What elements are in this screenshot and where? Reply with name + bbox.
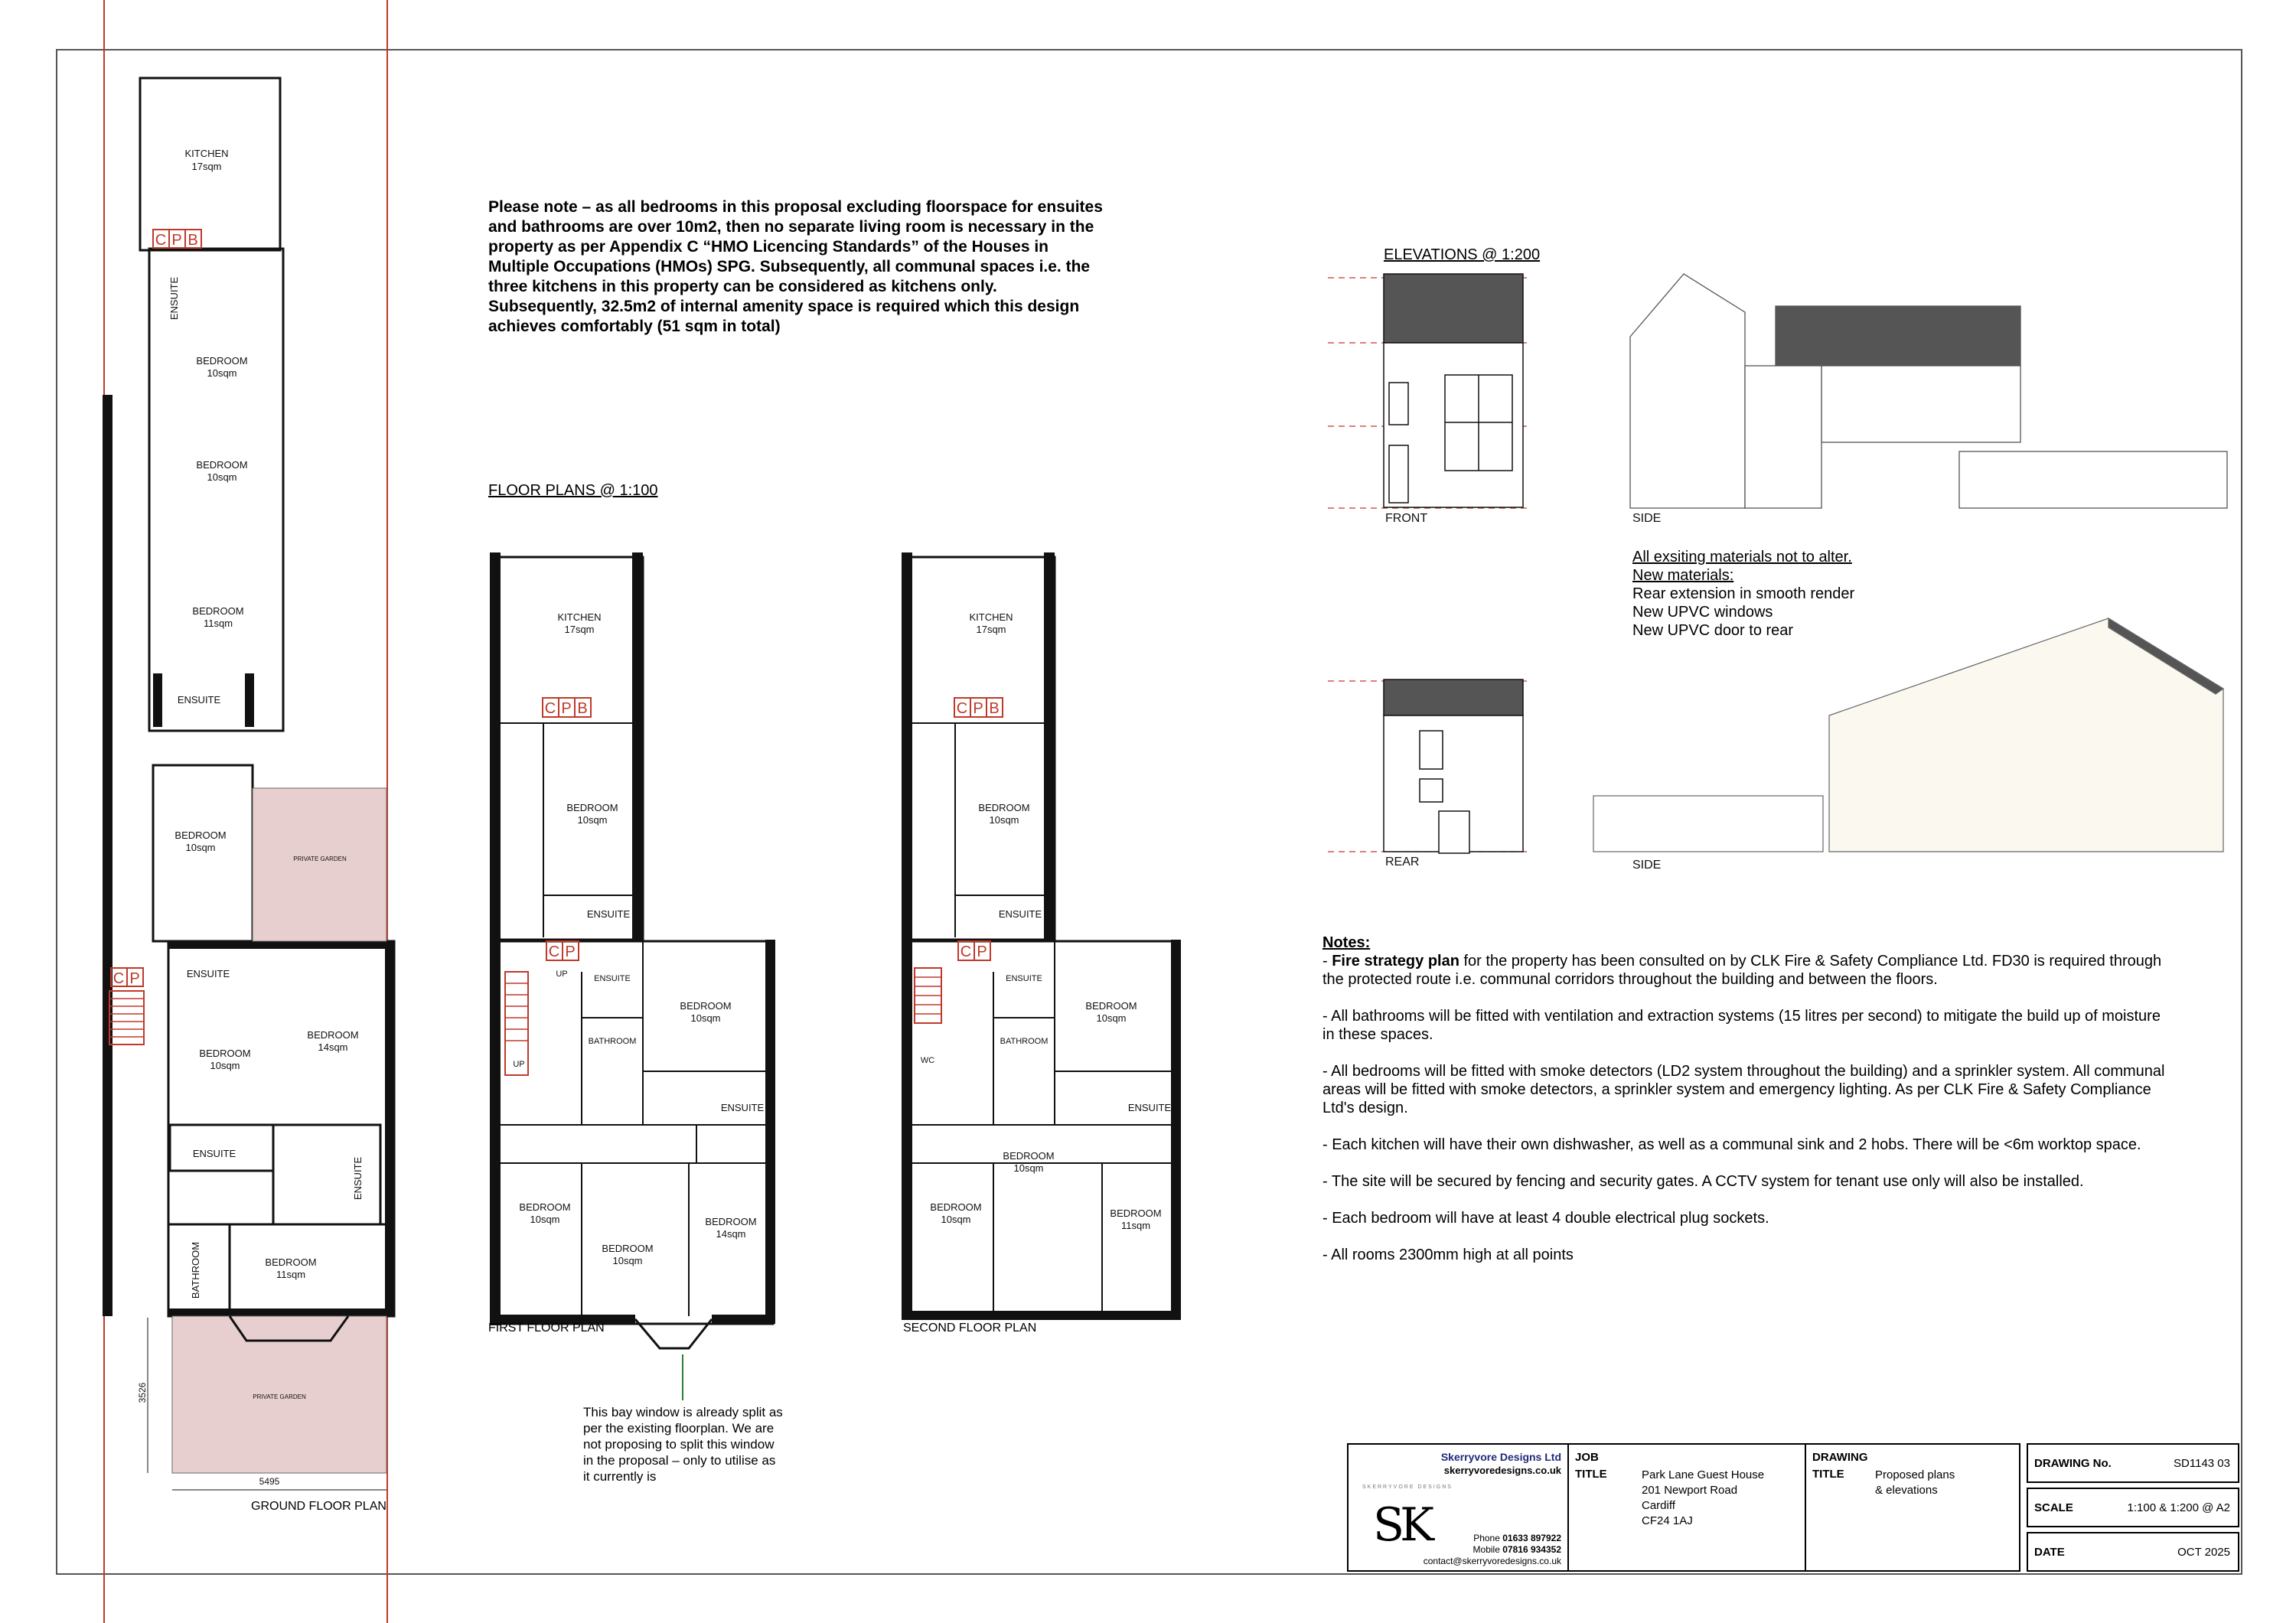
svg-text:ENSUITE: ENSUITE (186, 968, 230, 979)
svg-text:SIDE: SIDE (1632, 512, 1662, 525)
svg-text:14sqm: 14sqm (716, 1228, 746, 1240)
svg-text:10sqm: 10sqm (207, 367, 237, 379)
svg-text:ENSUITE: ENSUITE (1006, 974, 1042, 983)
ground-floor-plan (96, 61, 409, 1530)
titleblock-drawing-no: DRAWING No. SD1143 03 (2027, 1443, 2239, 1483)
svg-text:WC: WC (920, 1056, 935, 1065)
ground-floor-plan-title: GROUND FLOOR PLAN (251, 1500, 386, 1513)
label-bedroom: BEDROOM (602, 1243, 654, 1254)
svg-text:P: P (977, 943, 987, 960)
front-elevation (1384, 274, 1523, 507)
note-item: - All rooms 2300mm high at all points (1322, 1247, 1574, 1263)
svg-text:BATHROOM: BATHROOM (190, 1241, 201, 1299)
note-item: - All bedrooms will be fitted with smoke detectors (LD2 system throughout the building) and a sprinkler system. All communal areas will be fitted with smoke detectors, a sprinkler system and emergency lighting. As per CLK Fire & Safety Compliance Ltd's design. (1322, 1063, 2165, 1116)
svg-text:11sqm: 11sqm (276, 1269, 306, 1280)
svg-text:17sqm: 17sqm (976, 624, 1006, 635)
label-bedroom: BEDROOM (265, 1256, 317, 1268)
svg-text:ENSUITE: ENSUITE (177, 694, 221, 706)
intro-note: Please note – as all bedrooms in this proposal excluding floorspace for ensuites and bathrooms are over 10m2, then no separate living room is necessary in the property as per Appendix C “HMO Licencing Standards” of the Houses in Multiple Occupations (HMOs) SPG. Subsequently, all communal spaces i.e. the three kitchens in this property can be considered as kitchens only. Subsequently, 32.5m2 of internal amenity space is required which this design achieves comfortably (51 sqm in total) (488, 198, 1103, 335)
first-floor-plan-title: FIRST FLOOR PLAN (488, 1322, 605, 1335)
label-kitchen: KITCHEN (557, 611, 602, 623)
svg-text:BATHROOM: BATHROOM (1000, 1037, 1049, 1046)
svg-text:10sqm: 10sqm (612, 1255, 643, 1266)
svg-text:C: C (113, 970, 125, 987)
svg-text:11sqm: 11sqm (1120, 1220, 1151, 1231)
svg-text:ENSUITE: ENSUITE (192, 1148, 236, 1159)
titleblock-company (1347, 1443, 1569, 1572)
note-item: - All bathrooms will be fitted with ventilation and extraction systems (15 litres per second) to mitigate the build up of moisture in these spaces. (1322, 1008, 2161, 1043)
company-contact: Phone 01633 897922 Mobile 07816 934352 contact@skerryvoredesigns.co.uk (1423, 1533, 1561, 1566)
svg-text:P: P (171, 232, 182, 249)
svg-text:B: B (989, 700, 1000, 717)
svg-text:10sqm: 10sqm (941, 1214, 971, 1225)
label-bedroom: BEDROOM (519, 1201, 571, 1213)
note-item: - The site will be secured by fencing and security gates. A CCTV system for tenant use only will also be installed. (1322, 1173, 2084, 1190)
side-elevation-1 (1630, 274, 2227, 508)
note-item: - Fire strategy plan for the property has been consulted on by CLK Fire & Safety Compliance Ltd. FD30 is required through the protected route i.e. communal corridors throughout the building and between the floors. (1322, 953, 2162, 988)
svg-text:C: C (956, 700, 968, 717)
svg-text:C: C (548, 943, 560, 960)
svg-text:C: C (155, 232, 167, 249)
second-floor-plan (895, 551, 1194, 1324)
svg-text:3526: 3526 (137, 1382, 148, 1403)
first-floor-plan-full (482, 551, 941, 1354)
second-floor-plan-title: SECOND FLOOR PLAN (903, 1322, 1037, 1335)
label-bedroom: BEDROOM (1110, 1207, 1162, 1219)
svg-text:14sqm: 14sqm (318, 1041, 348, 1053)
svg-text:11sqm: 11sqm (203, 618, 233, 629)
label-bedroom: BEDROOM (174, 829, 227, 841)
company-logo-sub: SKERRYVORE DESIGNS (1362, 1484, 1453, 1490)
svg-text:10sqm: 10sqm (530, 1214, 560, 1225)
floor-plans-heading: FLOOR PLANS @ 1:100 (488, 482, 658, 499)
svg-text:REAR: REAR (1385, 855, 1420, 869)
label-bedroom: BEDROOM (196, 459, 248, 471)
label-bedroom: BEDROOM (196, 355, 248, 367)
svg-text:UP: UP (513, 1060, 525, 1069)
svg-text:ENSUITE: ENSUITE (998, 908, 1042, 920)
materials-note: All exsiting materials not to alter. New materials: Rear extension in smooth render New UPVC windows New UPVC door to rear (1632, 549, 1855, 639)
svg-text:BATHROOM: BATHROOM (588, 1037, 637, 1046)
titleblock-scale: SCALE 1:100 & 1:200 @ A2 (2027, 1488, 2239, 1527)
svg-text:17sqm: 17sqm (564, 624, 595, 635)
svg-text:C: C (960, 943, 972, 960)
svg-text:ENSUITE: ENSUITE (352, 1156, 364, 1201)
svg-text:P: P (565, 943, 576, 960)
label-bedroom: BEDROOM (1085, 1000, 1137, 1012)
label-bedroom: BEDROOM (192, 605, 244, 617)
svg-text:17sqm: 17sqm (191, 161, 222, 172)
svg-text:FRONT: FRONT (1385, 512, 1428, 525)
svg-text:ENSUITE: ENSUITE (168, 276, 180, 321)
svg-text:5495: 5495 (259, 1476, 280, 1487)
label-bedroom: BEDROOM (705, 1216, 757, 1227)
svg-text:10sqm: 10sqm (207, 471, 237, 483)
svg-text:10sqm: 10sqm (577, 814, 608, 826)
svg-text:P: P (129, 970, 140, 987)
notes-section (1322, 934, 2172, 1282)
label-bedroom: BEDROOM (930, 1201, 982, 1213)
svg-text:10sqm: 10sqm (1096, 1012, 1127, 1024)
svg-text:PRIVATE GARDEN: PRIVATE GARDEN (293, 855, 347, 862)
rear-elevation (1384, 680, 1523, 853)
svg-text:10sqm: 10sqm (690, 1012, 721, 1024)
titleblock-job: JOB TITLE Park Lane Guest House 201 Newport Road Cardiff CF24 1AJ (1569, 1443, 1806, 1572)
svg-text:ENSUITE: ENSUITE (586, 908, 631, 920)
svg-text:UP: UP (556, 970, 568, 979)
label-bedroom: BEDROOM (307, 1029, 359, 1041)
svg-text:10sqm: 10sqm (185, 842, 216, 853)
label-kitchen: KITCHEN (184, 148, 229, 159)
label-bedroom: BEDROOM (680, 1000, 732, 1012)
svg-text:ENSUITE: ENSUITE (594, 974, 631, 983)
bay-note-leader (681, 1354, 684, 1400)
label-bedroom: BEDROOM (199, 1048, 251, 1059)
company-name: Skerryvore Designs Ltd (1440, 1451, 1561, 1463)
svg-text:C: C (544, 700, 556, 717)
private-garden-1 (253, 788, 386, 941)
company-logo: SK (1373, 1498, 1430, 1552)
svg-text:P: P (561, 700, 572, 717)
company-website: skerryvoredesigns.co.uk (1443, 1465, 1561, 1476)
svg-text:10sqm: 10sqm (989, 814, 1019, 826)
svg-text:B: B (188, 232, 198, 249)
label-bedroom: BEDROOM (1003, 1150, 1055, 1162)
svg-text:SIDE: SIDE (1632, 859, 1662, 872)
svg-text:ENSUITE: ENSUITE (720, 1102, 765, 1113)
notes-heading: Notes: (1322, 934, 1371, 951)
note-item: - Each bedroom will have at least 4 double electrical plug sockets. (1322, 1210, 1769, 1227)
svg-text:PRIVATE GARDEN: PRIVATE GARDEN (253, 1393, 306, 1400)
side-elevation-2 (1593, 618, 2223, 852)
svg-text:B: B (577, 700, 588, 717)
elevations-heading: ELEVATIONS @ 1:200 (1384, 246, 1541, 263)
svg-text:10sqm: 10sqm (1013, 1162, 1044, 1174)
svg-text:ENSUITE: ENSUITE (1127, 1102, 1172, 1113)
bay-window-note: This bay window is already split as per the existing floorplan. We are not proposing to split this window in the proposal – only to utilise as it currently is (583, 1405, 783, 1484)
svg-text:P: P (973, 700, 983, 717)
label-bedroom: BEDROOM (978, 802, 1030, 813)
label-kitchen: KITCHEN (969, 611, 1013, 623)
titleblock-drawing: DRAWING TITLE Proposed plans & elevations (1806, 1443, 2020, 1572)
svg-text:10sqm: 10sqm (210, 1060, 240, 1071)
job-address: Park Lane Guest House 201 Newport Road Cardiff CF24 1AJ (1642, 1468, 1765, 1527)
label-bedroom: BEDROOM (566, 802, 618, 813)
note-item: - Each kitchen will have their own dishwasher, as well as a communal sink and 2 hobs. There will be <6m worktop space. (1322, 1136, 2141, 1153)
titleblock-date: DATE OCT 2025 (2027, 1532, 2239, 1572)
